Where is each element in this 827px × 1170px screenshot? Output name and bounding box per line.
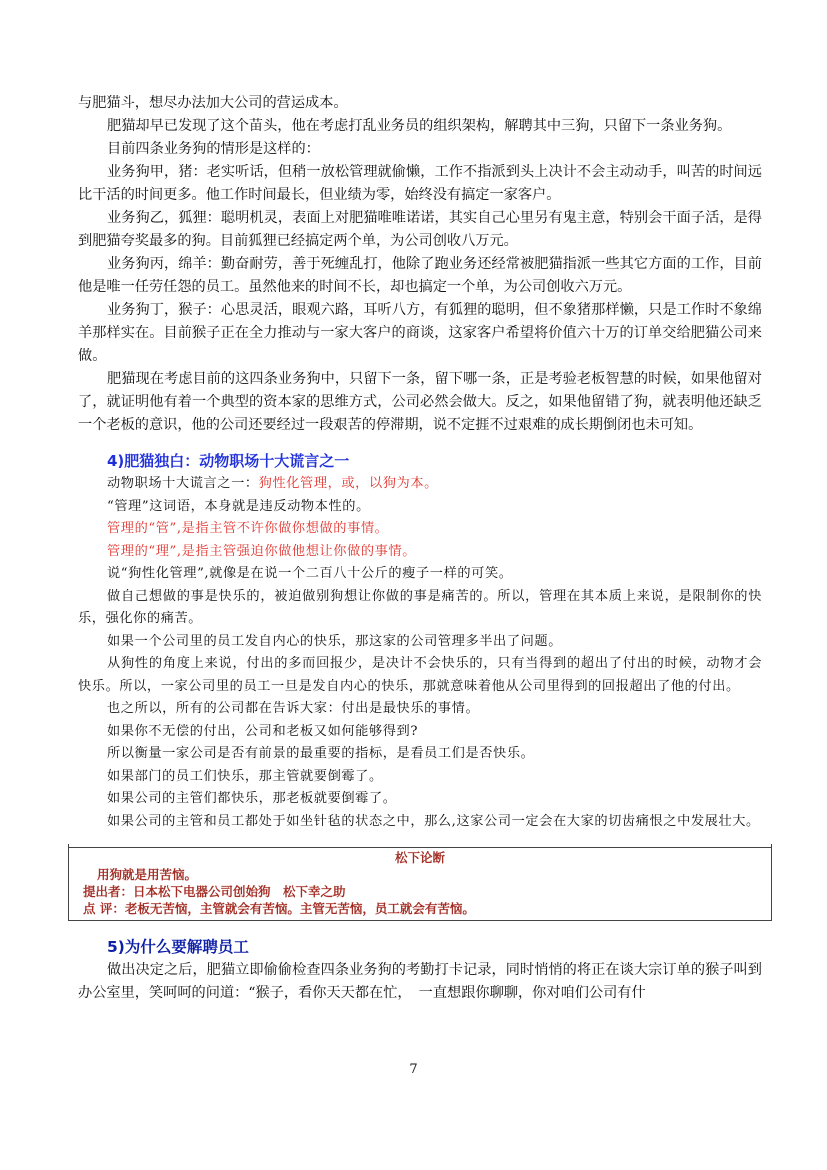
paragraph: 如果公司的主管和员工都处于如坐针毡的状态之中，那么,这家公司一定会在大家的切齿痛恨之中发展壮大。: [107, 813, 760, 829]
paragraph: 肥猫现在考虑目前的这四条业务狗中，只留下一条，留下哪一条，正是考验老板智慧的时候，如果他留对了，就证明他有着一个典型的资本家的思维方式，公司必然会做大。反之，如果他留错了狗，就表明他还缺乏一个老板的意识，他的公司还要经过一段艰苦的停滞期，说不定捱不过艰难的成长期倒闭也未可知。: [78, 371, 762, 433]
paragraph: 与肥猫斗，想尽办法加大公司的营运成本。: [78, 95, 348, 111]
box-corner-tick: [68, 844, 69, 852]
paragraph: 从狗性的角度上来说，付出的多而回报少，是决计不会快乐的，只有当得到的超出了付出的时候，动物才会快乐。所以，一家公司里的员工一旦是发自内心的快乐，那就意味着他从公司里得到的回报超出了他的付出。: [78, 656, 762, 694]
paragraph: 如果你不无偿的付出，公司和老板又如何能够得到?: [107, 723, 418, 739]
quote-box-line: 用狗就是用苦恼。: [97, 867, 198, 882]
paragraph: 业务狗丙，绵羊：勤奋耐劳，善于死缠乱打，他除了跑业务还经常被肥猫指派一些其它方面的工作，目前他是唯一任劳任怨的员工。虽然他来的时间不长，却也搞定一个单，为公司创收六万元。: [78, 256, 762, 295]
intro-prefix: 动物职场十大谎言之一：: [107, 476, 259, 491]
section-heading-4: 4)肥猫独白：动物职场十大谎言之一: [107, 452, 350, 470]
paragraph: 做出决定之后，肥猫立即偷偷检查四条业务狗的考勤打卡记录，同时悄悄的将正在谈大宗订单的猴子叫到办公室里，笑呵呵的问道：“猴子，看你天天都在忙， 一直想跟你聊聊，你对咱们公司有什: [78, 962, 762, 1001]
intro-red-text: 狗性化管理，或，以狗为本。: [258, 476, 438, 491]
page-number: 7: [409, 1062, 418, 1077]
paragraph: 所以衡量一家公司是否有前景的最重要的指标，是看员工们是否快乐。: [107, 746, 535, 761]
paragraph: 业务狗乙，狐狸：聪明机灵，表面上对肥猫唯唯诺诺，其实自己心里另有鬼主意，特别会干面子活，是得到肥猫夸奖最多的狗。目前狐狸已经搞定两个单，为公司创收八万元。: [78, 210, 762, 249]
section-heading-5: 5)为什么要解聘员工: [107, 938, 249, 956]
paragraph: 业务狗甲，猪：老实听话，但稍一放松管理就偷懒，工作不指派到头上决计不会主动动手，叫苦的时间远比干活的时间更多。他工作时间最长，但业绩为零，始终没有搞定一家客户。: [78, 164, 762, 203]
quote-box-line: 提出者：日本松下电器公司创始狗 松下幸之助: [83, 884, 346, 899]
quote-box-title: 松下论断: [394, 850, 445, 865]
paragraph: 如果一个公司里的员工发自内心的快乐，那这家的公司管理多半出了问题。: [107, 633, 562, 649]
quote-box: [68, 847, 772, 921]
intro-line: [78, 473, 762, 496]
paragraph: 说“狗性化管理”,就像是在说一个二百八十公斤的瘦子一样的可笑。: [107, 566, 513, 581]
paragraph: 如果公司的主管们都快乐，那老板就要倒霉了。: [107, 791, 397, 806]
paragraph: 肥猫却早已发现了这个苗头，他在考虑打乱业务员的组织架构，解聘其中三狗，只留下一条业务狗。: [107, 118, 732, 134]
paragraph: 做自己想做的事是快乐的，被迫做别狗想让你做的事是痛苦的。所以，管理在其本质上来说，是限制你的快乐，强化你的痛苦。: [78, 588, 762, 626]
red-line-li: 管理的“理”,是指主管强迫你做他想让你做的事情。: [107, 543, 417, 559]
red-line-guan: 管理的“管”,是指主管不许你做你想做的事情。: [107, 521, 389, 536]
quote-box-line: 点 评：老板无苦恼，主管就会有苦恼。主管无苦恼，员工就会有苦恼。: [83, 901, 475, 916]
paragraph: 也之所以，所有的公司都在告诉大家：付出是最快乐的事情。: [107, 701, 480, 716]
paragraph: 业务狗丁，猴子：心思灵活，眼观六路，耳听八方，有狐狸的聪明，但不象猪那样懒，只是工作时不象绵羊那样实在。目前猴子正在全力推动与一家大客户的商谈，这家客户希望将价值六十万的订单交给肥猫公司来做。: [78, 302, 762, 364]
paragraph: 目前四条业务狗的情形是这样的：: [107, 141, 320, 157]
paragraph: 如果部门的员工们快乐，那主管就要倒霉了。: [107, 768, 383, 784]
paragraph: “管理”这词语，本身就是违反动物本性的。: [107, 498, 370, 514]
page-content: [78, 92, 762, 1005]
quote-box-wrapper: [78, 847, 762, 921]
box-corner-tick: [771, 844, 772, 852]
